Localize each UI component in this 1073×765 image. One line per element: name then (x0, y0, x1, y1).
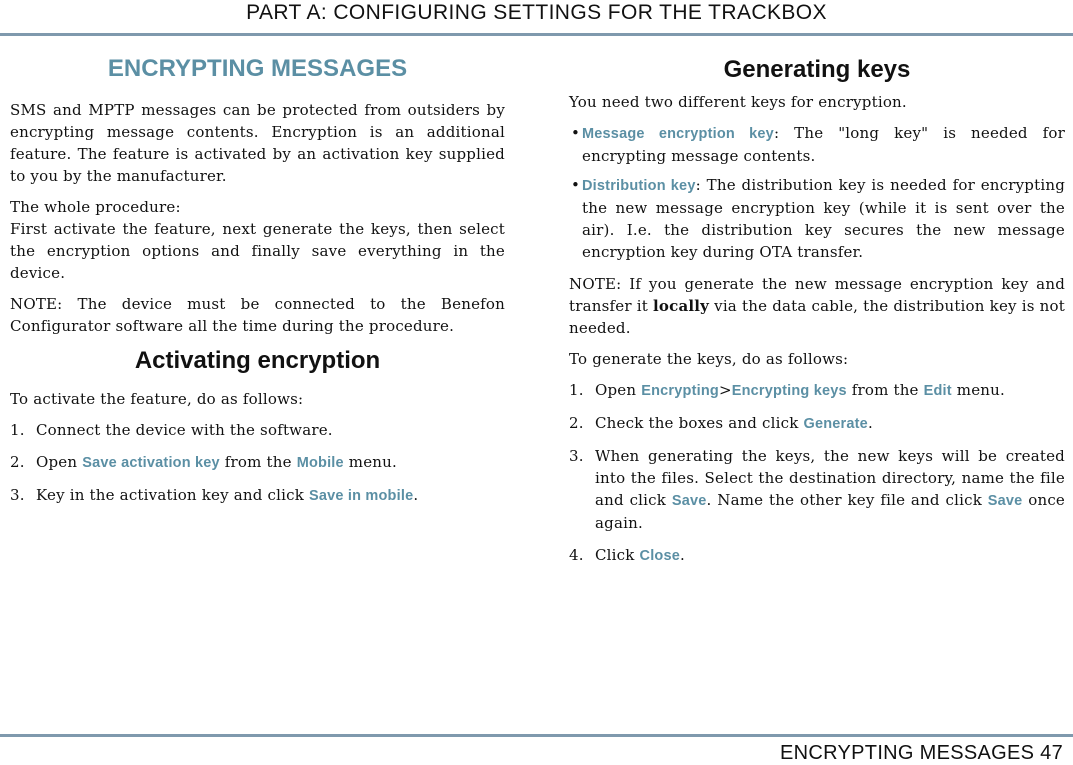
right-note-paragraph (569, 273, 1065, 339)
list-item (10, 419, 505, 441)
generate-link: Generate (803, 416, 868, 432)
section-title: ENCRYPTING MESSAGES (107, 55, 408, 82)
page-header-title: PART A: CONFIGURING SETTINGS FOR THE TRACKBOX (246, 1, 827, 24)
step-text: once again. (595, 491, 1066, 532)
step-text: When generating the keys, the new keys will be created into the files. Select the destination directory, name the file and click (595, 447, 1065, 509)
right-column (569, 52, 1065, 577)
list-item (569, 379, 1065, 402)
save-link: Save (987, 493, 1023, 509)
activating-steps (10, 419, 505, 507)
procedure-text: First activate the feature, next generate the keys, then select the encryption options and finally save everything in the device. (10, 220, 505, 282)
list-item (569, 544, 1065, 567)
list-item (569, 174, 1065, 263)
step-number: 1. (10, 421, 25, 439)
list-item (569, 445, 1065, 534)
generating-intro: You need two different keys for encryption. (569, 93, 907, 111)
distribution-key-term: Distribution key (582, 178, 696, 194)
step-text: Connect the device with the software. (36, 421, 333, 439)
step-text: Open (595, 381, 637, 399)
step-text: Check the boxes and click (595, 414, 799, 432)
note-text: via the data cable, the distribution key is not needed. (569, 297, 1066, 337)
step-text: from the (224, 453, 292, 471)
step-text: Key in the activation key and click (36, 486, 305, 504)
bullet-text: : The distribution key is needed for encrypting the new message encryption key (while it is sent over the air). I.e. the distribution key secures the new message encryption key during OTA transfer. (582, 176, 1065, 261)
edit-menu-link: Edit (923, 383, 952, 399)
page-footer: ENCRYPTING MESSAGES 47 (780, 742, 1063, 764)
step-number: 3. (569, 447, 584, 465)
note-paragraph: NOTE: The device must be connected to the Benefon Configurator software all the time during the procedure. (10, 295, 505, 335)
step-text: . Name the other key file and click (706, 491, 982, 509)
steps-intro: To generate the keys, do as follows: (569, 350, 849, 368)
step-number: 2. (10, 453, 25, 471)
generating-steps (569, 379, 1065, 567)
save-activation-key-link: Save activation key (82, 455, 220, 471)
save-link: Save (671, 493, 707, 509)
save-in-mobile-link: Save in mobile (309, 488, 414, 504)
procedure-paragraph (10, 196, 505, 284)
encrypting-menu-link: Encrypting (641, 383, 719, 399)
step-text: menu. (956, 381, 1005, 399)
footer-divider (0, 734, 1073, 737)
step-number: 3. (10, 486, 25, 504)
step-number: 2. (569, 414, 584, 432)
bullet-icon: • (571, 176, 581, 194)
step-text: menu. (348, 453, 397, 471)
step-text: . (680, 546, 685, 564)
list-item (569, 412, 1065, 435)
note-text: NOTE: If you generate the new message encryption key and transfer it (569, 275, 1065, 315)
list-item (10, 451, 505, 474)
step-text: . (413, 486, 419, 504)
step-text: Open (36, 453, 78, 471)
step-text: . (867, 414, 873, 432)
bullet-icon: • (571, 124, 581, 142)
header-divider (0, 33, 1073, 36)
procedure-label: The whole procedure: (10, 198, 181, 216)
generating-title: Generating keys (723, 56, 911, 83)
key-types-list (569, 122, 1065, 263)
encrypting-keys-link: Encrypting keys (731, 383, 847, 399)
list-item (569, 122, 1065, 167)
step-text: Click (595, 546, 635, 564)
intro-paragraph: SMS and MPTP messages can be protected from outsiders by encrypting message contents. Encryption is an additional feature. The feature is activated by an activation key supplied to you by the manufacturer. (10, 101, 505, 185)
bullet-text: : The "long key" is needed for encrypting message contents. (582, 124, 1065, 165)
step-text: from the (851, 381, 919, 399)
activating-title: Activating encryption (134, 347, 381, 374)
note-bold-word: locally (653, 297, 710, 315)
message-encryption-key-term: Message encryption key (582, 126, 774, 142)
close-link: Close (639, 548, 681, 564)
menu-separator: > (718, 381, 732, 399)
activating-intro: To activate the feature, do as follows: (10, 390, 304, 408)
list-item (10, 484, 505, 507)
mobile-menu-link: Mobile (296, 455, 344, 471)
left-column (10, 52, 505, 517)
step-number: 1. (569, 381, 584, 399)
step-number: 4. (569, 546, 584, 564)
